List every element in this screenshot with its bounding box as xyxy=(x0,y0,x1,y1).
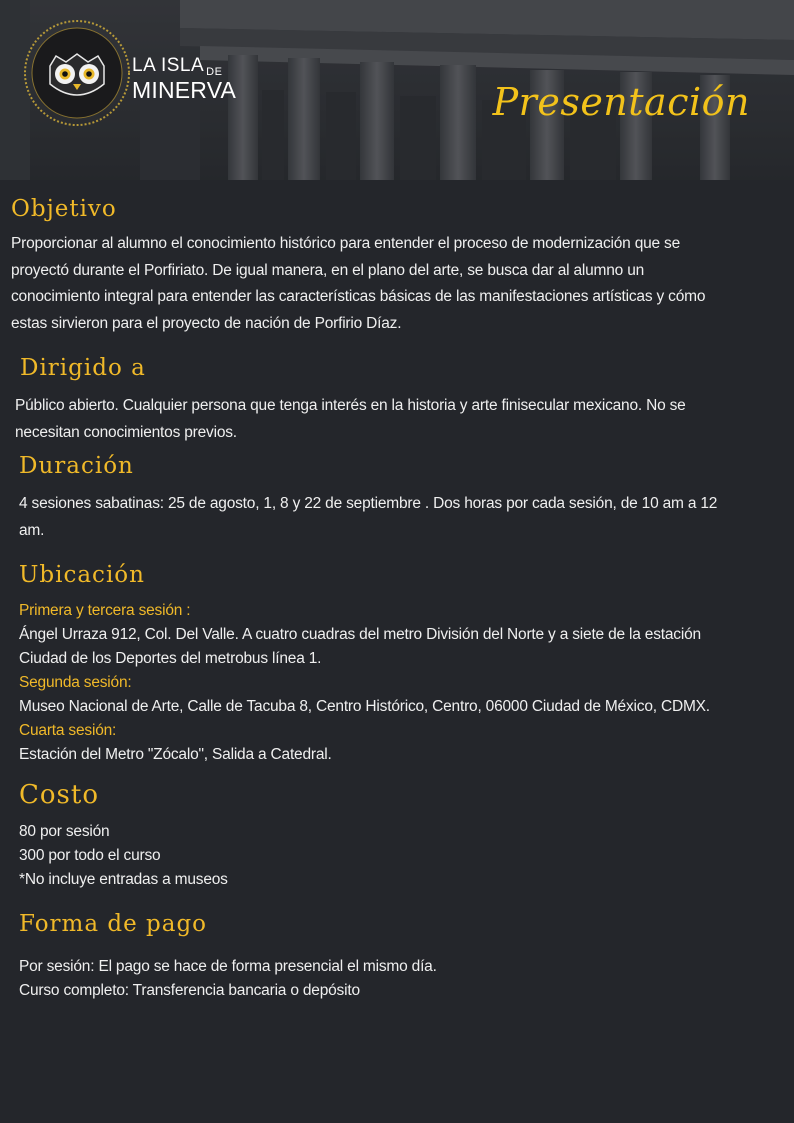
ubicacion-text xyxy=(19,599,710,767)
objetivo-line: conocimiento integral para entender las características básicas de las manifestaciones artísticas y cómo xyxy=(11,288,706,305)
logo xyxy=(22,18,237,128)
logo-wordmark xyxy=(132,56,236,102)
forma-pago-line: Curso completo: Transferencia bancaria o depósito xyxy=(19,982,360,999)
primera-sesion-label: Primera y tercera sesión : xyxy=(19,602,191,619)
segunda-sesion-label: Segunda sesión: xyxy=(19,674,132,691)
page-title: Presentación xyxy=(492,80,750,124)
objetivo-line: estas sirvieron para el proyecto de nación de Porfirio Díaz. xyxy=(11,314,402,332)
cuarta-sesion-label: Cuarta sesión: xyxy=(19,722,117,739)
costo-heading: Costo xyxy=(19,780,99,810)
ubicacion-heading: Ubicación xyxy=(19,562,145,588)
costo-line: 300 por todo el curso xyxy=(19,847,161,864)
primera-sesion-line: Ángel Urraza 912, Col. Del Valle. A cuatro cuadras del metro División del Norte y a siete de la estación xyxy=(19,626,701,643)
dirigido-line: Público abierto. Cualquier persona que tenga interés en la historia y arte finisecular mexicano. No se xyxy=(15,397,686,414)
forma-pago-line: Por sesión: El pago se hace de forma presencial el mismo día. xyxy=(19,958,437,975)
owl-logo-icon xyxy=(22,18,132,128)
logo-line-1-small: DE xyxy=(206,66,223,78)
dirigido-heading: Dirigido a xyxy=(20,355,146,381)
dirigido-line: necesitan conocimientos previos. xyxy=(15,423,237,441)
costo-line: *No incluye entradas a museos xyxy=(19,871,228,888)
duracion-line: am. xyxy=(19,521,45,539)
objetivo-line: proyectó durante el Porfiriato. De igual manera, en el plano del arte, se busca dar al alumno un xyxy=(11,261,645,279)
header-banner xyxy=(0,0,794,180)
duracion-text xyxy=(19,491,717,544)
duracion-line: 4 sesiones sabatinas: 25 de agosto, 1, 8 y 22 de septiembre . Dos horas por cada sesión, de 10 am a 12 xyxy=(19,495,718,512)
primera-sesion-line: Ciudad de los Deportes del metrobus línea 1. xyxy=(19,650,322,667)
dirigido-text xyxy=(15,393,686,446)
costo-line: 80 por sesión xyxy=(19,823,110,840)
segunda-sesion-text: Museo Nacional de Arte, Calle de Tacuba 8, Centro Histórico, Centro, 06000 Ciudad de México, CDMX. xyxy=(19,698,710,715)
duracion-heading: Duración xyxy=(19,453,134,479)
objetivo-line: Proporcionar al alumno el conocimiento histórico para entender el proceso de modernización que se xyxy=(11,235,681,252)
logo-line-1: LA ISLA xyxy=(132,55,205,76)
costo-text xyxy=(19,820,228,892)
objetivo-text xyxy=(11,231,705,337)
logo-line-2: MINERVA xyxy=(132,77,237,103)
cuarta-sesion-text: Estación del Metro "Zócalo", Salida a Catedral. xyxy=(19,746,332,763)
forma-pago-heading: Forma de pago xyxy=(19,911,208,937)
forma-pago-text xyxy=(19,955,437,1003)
objetivo-heading: Objetivo xyxy=(11,196,117,222)
